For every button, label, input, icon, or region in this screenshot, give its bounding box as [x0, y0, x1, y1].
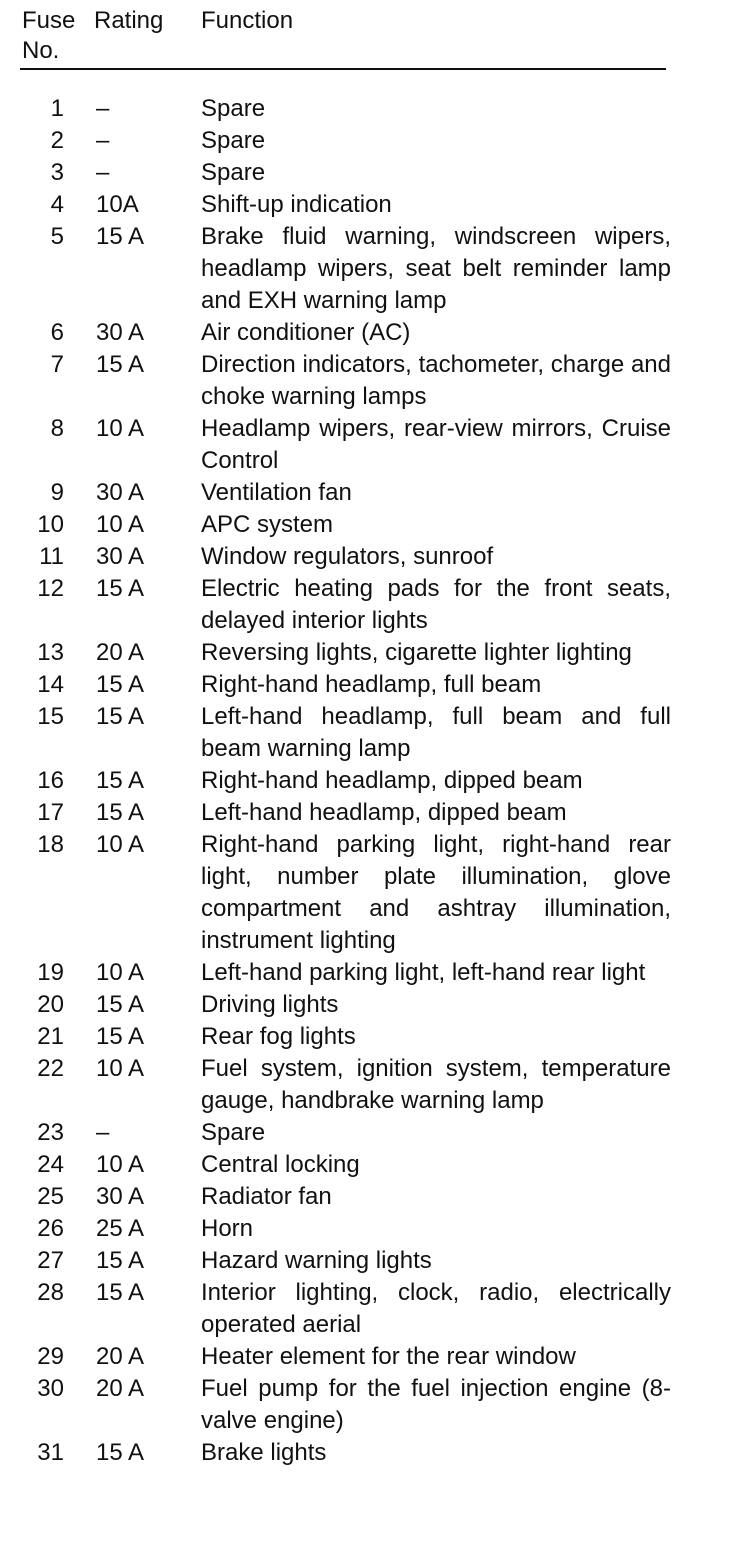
fuse-number: 19 — [37, 959, 64, 986]
fuse-function: Left-hand headlamp, dipped beam — [201, 799, 567, 826]
fuse-function: Reversing lights, cigarette lighter lighting — [201, 639, 632, 666]
table-row — [0, 829, 736, 957]
fuse-number: 11 — [39, 543, 64, 570]
table-row — [0, 701, 736, 765]
fuse-function: Radiator fan — [201, 1183, 332, 1210]
fuse-rating: 30 A — [96, 543, 145, 570]
table-row — [0, 1341, 736, 1373]
fuse-function: Heater element for the rear window — [201, 1343, 576, 1370]
table-row — [0, 221, 736, 317]
fuse-function: Fuel pump for the fuel injection engine (8-valve engine) — [201, 1375, 671, 1434]
fuse-function: APC system — [201, 511, 334, 538]
table-header — [20, 2, 670, 70]
fuse-function: Driving lights — [201, 991, 339, 1018]
fuse-rating: 15 A — [96, 1439, 145, 1466]
table-row — [0, 541, 736, 573]
table-row — [0, 157, 736, 189]
fuse-table-body — [0, 93, 736, 1469]
fuse-rating: 15 A — [96, 1279, 145, 1306]
fuse-rating: 15 A — [96, 703, 145, 730]
fuse-rating: 10 A — [96, 511, 145, 538]
header-rating: Rating — [94, 7, 164, 34]
fuse-number: 26 — [37, 1215, 64, 1242]
fuse-number: 3 — [50, 159, 64, 186]
fuse-function: Direction indicators, tachometer, charge and choke warning lamps — [201, 351, 671, 410]
fuse-rating: 10 A — [96, 1151, 145, 1178]
fuse-function: Central locking — [201, 1151, 360, 1178]
fuse-rating: 15 A — [96, 575, 145, 602]
fuse-rating: 25 A — [96, 1215, 145, 1242]
fuse-number: 28 — [37, 1279, 64, 1306]
fuse-rating: 10 A — [96, 1055, 145, 1082]
table-row — [0, 1373, 736, 1437]
fuse-function: Left-hand headlamp, full beam and full beam warning lamp — [201, 703, 671, 762]
fuse-rating: 20 A — [96, 1343, 145, 1370]
table-row — [0, 1213, 736, 1245]
fuse-number: 25 — [37, 1183, 64, 1210]
fuse-rating: 20 A — [96, 1375, 145, 1402]
fuse-function: Ventilation fan — [201, 479, 352, 506]
table-row — [0, 413, 736, 477]
fuse-rating: 10A — [96, 191, 139, 218]
fuse-function: Horn — [201, 1215, 254, 1242]
table-row — [0, 989, 736, 1021]
fuse-rating: 15 A — [96, 1023, 145, 1050]
fuse-number: 2 — [50, 127, 64, 154]
fuse-number: 23 — [37, 1119, 64, 1146]
fuse-rating: 15 A — [96, 351, 145, 378]
table-row — [0, 1181, 736, 1213]
fuse-rating: 10 A — [96, 415, 145, 442]
fuse-function: Electric heating pads for the front seats, delayed interior lights — [201, 575, 671, 634]
fuse-function: Spare — [201, 1119, 266, 1146]
fuse-number: 5 — [50, 223, 64, 250]
header-fuse-no: Fuse No. — [22, 7, 76, 64]
table-row — [0, 93, 736, 125]
fuse-function: Rear fog lights — [201, 1023, 356, 1050]
fuse-number: 21 — [37, 1023, 64, 1050]
table-row — [0, 349, 736, 413]
fuse-number: 15 — [37, 703, 64, 730]
fuse-rating: – — [96, 1119, 110, 1146]
fuse-number: 14 — [37, 671, 64, 698]
fuse-rating: 15 A — [96, 991, 145, 1018]
table-row — [0, 669, 736, 701]
fuse-function: Hazard warning lights — [201, 1247, 432, 1274]
fuse-number: 1 — [50, 95, 64, 122]
fuse-function: Spare — [201, 127, 266, 154]
fuse-function: Fuel system, ignition system, temperature gauge, handbrake warning lamp — [201, 1055, 671, 1114]
fuse-number: 30 — [37, 1375, 64, 1402]
fuse-function: Window regulators, sunroof — [201, 543, 494, 570]
table-row — [0, 573, 736, 637]
table-row — [0, 957, 736, 989]
fuse-number: 31 — [37, 1439, 64, 1466]
table-row — [0, 477, 736, 509]
fuse-function: Left-hand parking light, left-hand rear light — [201, 959, 646, 986]
fuse-function: Brake lights — [201, 1439, 327, 1466]
fuse-function: Headlamp wipers, rear-view mirrors, Cruise Control — [201, 415, 671, 474]
fuse-number: 12 — [37, 575, 64, 602]
table-row — [0, 317, 736, 349]
fuse-number: 13 — [37, 639, 64, 666]
fuse-number: 17 — [37, 799, 64, 826]
fuse-function: Air conditioner (AC) — [201, 319, 411, 346]
fuse-number: 7 — [50, 351, 64, 378]
fuse-rating: 30 A — [96, 1183, 145, 1210]
fuse-rating: 15 A — [96, 767, 145, 794]
table-row — [0, 189, 736, 221]
fuse-function: Brake fluid warning, windscreen wipers, headlamp wipers, seat belt reminder lamp and EXH warning lamp — [201, 223, 671, 314]
fuse-rating: – — [96, 159, 110, 186]
fuse-rating: 15 A — [96, 223, 145, 250]
fuse-number: 24 — [37, 1151, 64, 1178]
fuse-rating: – — [96, 127, 110, 154]
fuse-function: Interior lighting, clock, radio, electrically operated aerial — [201, 1279, 671, 1338]
fuse-rating: 10 A — [96, 831, 145, 858]
header-rule — [20, 68, 666, 70]
fuse-function: Shift-up indication — [201, 191, 392, 218]
fuse-rating: 30 A — [96, 319, 145, 346]
fuse-rating: 15 A — [96, 799, 145, 826]
fuse-number: 9 — [50, 479, 64, 506]
table-row — [0, 1245, 736, 1277]
fuse-number: 20 — [37, 991, 64, 1018]
fuse-number: 8 — [50, 415, 64, 442]
table-row — [0, 765, 736, 797]
table-row — [0, 1149, 736, 1181]
fuse-rating: 15 A — [96, 1247, 145, 1274]
table-row — [0, 1053, 736, 1117]
fuse-rating: 30 A — [96, 479, 145, 506]
fuse-function: Spare — [201, 159, 266, 186]
fuse-number: 4 — [50, 191, 64, 218]
fuse-rating: – — [96, 95, 110, 122]
table-row — [0, 1021, 736, 1053]
fuse-number: 29 — [37, 1343, 64, 1370]
fuse-rating: 10 A — [96, 959, 145, 986]
fuse-number: 27 — [37, 1247, 64, 1274]
table-row — [0, 125, 736, 157]
table-row — [0, 637, 736, 669]
fuse-function: Spare — [201, 95, 266, 122]
table-row — [0, 509, 736, 541]
table-row — [0, 797, 736, 829]
fuse-function: Right-hand parking light, right-hand rear light, number plate illumination, glove compartment and ashtray illumination, instrument lighting — [201, 831, 671, 954]
table-row — [0, 1277, 736, 1341]
header-function: Function — [201, 7, 294, 34]
fuse-rating: 15 A — [96, 671, 145, 698]
fuse-rating: 20 A — [96, 639, 145, 666]
fuse-function: Right-hand headlamp, dipped beam — [201, 767, 583, 794]
fuse-number: 6 — [50, 319, 64, 346]
fuse-number: 22 — [37, 1055, 64, 1082]
table-row — [0, 1437, 736, 1469]
fuse-number: 18 — [37, 831, 64, 858]
fuse-number: 16 — [37, 767, 64, 794]
table-row — [0, 1117, 736, 1149]
fuse-function: Right-hand headlamp, full beam — [201, 671, 542, 698]
fuse-number: 10 — [37, 511, 64, 538]
